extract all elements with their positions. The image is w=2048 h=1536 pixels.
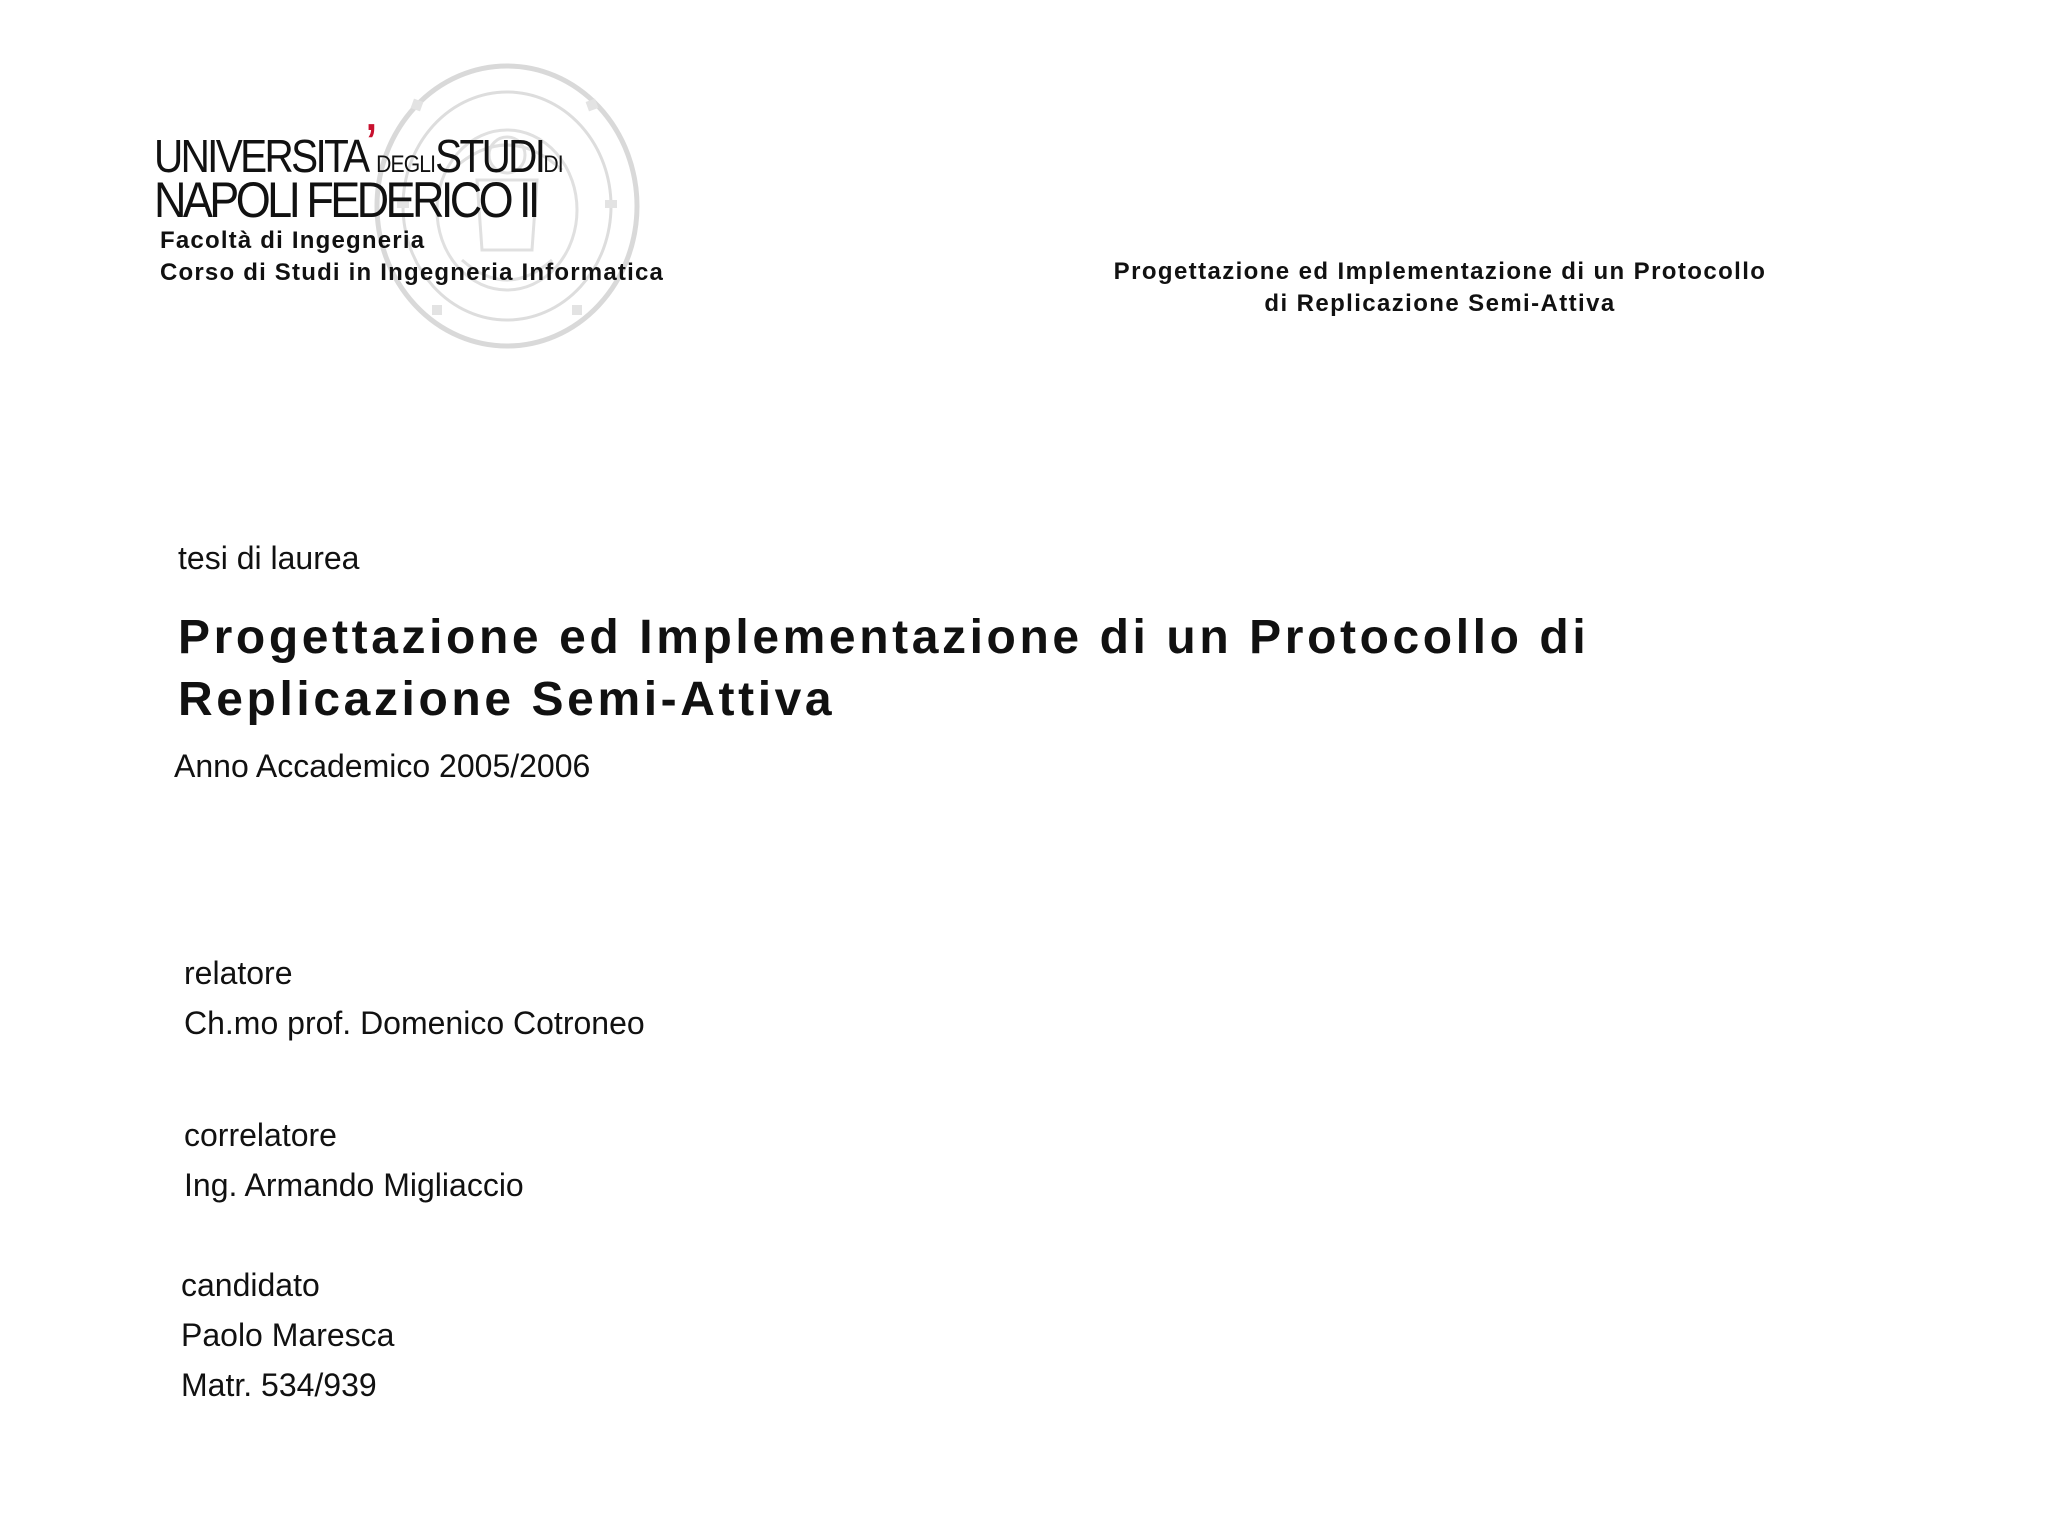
thesis-type-label: tesi di laurea — [178, 540, 360, 576]
logo-degli: DEGLI — [376, 151, 436, 178]
correlatore-name: Ing. Armando Migliaccio — [184, 1167, 524, 1203]
logo-universita: UNIVERSITA — [154, 130, 368, 182]
university-logo-line2: NAPOLI FEDERICO II — [154, 172, 537, 228]
running-header-title: Progettazione ed Implementazione di un Protocollo di Replicazione Semi-Attiva — [1113, 258, 1767, 317]
faculty-block — [160, 225, 664, 289]
correlatore-label: correlatore — [184, 1117, 337, 1153]
logo-studi: STUDI — [435, 130, 544, 182]
relatore-name: Ch.mo prof. Domenico Cotroneo — [184, 1005, 645, 1041]
logo-apostrophe: ’ — [365, 114, 375, 166]
logo-di: DI — [543, 151, 563, 178]
course-name: Corso di Studi in Ingegneria Informatica — [160, 259, 665, 286]
faculty-name: Facoltà di Ingegneria — [160, 227, 426, 254]
candidato-label: candidato — [181, 1267, 320, 1303]
candidato-block — [181, 1260, 394, 1410]
thesis-title-line2: Replicazione Semi-Attiva — [178, 673, 836, 726]
correlatore-block — [184, 1110, 524, 1210]
thesis-title — [178, 607, 1878, 731]
thesis-title-line1: Progettazione ed Implementazione di un Protocollo di — [178, 611, 1590, 664]
academic-year: Anno Accademico 2005/2006 — [174, 748, 591, 784]
candidato-name: Paolo Maresca — [181, 1317, 395, 1353]
relatore-block — [184, 948, 645, 1048]
candidato-matricola: Matr. 534/939 — [181, 1367, 377, 1403]
relatore-label: relatore — [184, 955, 293, 991]
